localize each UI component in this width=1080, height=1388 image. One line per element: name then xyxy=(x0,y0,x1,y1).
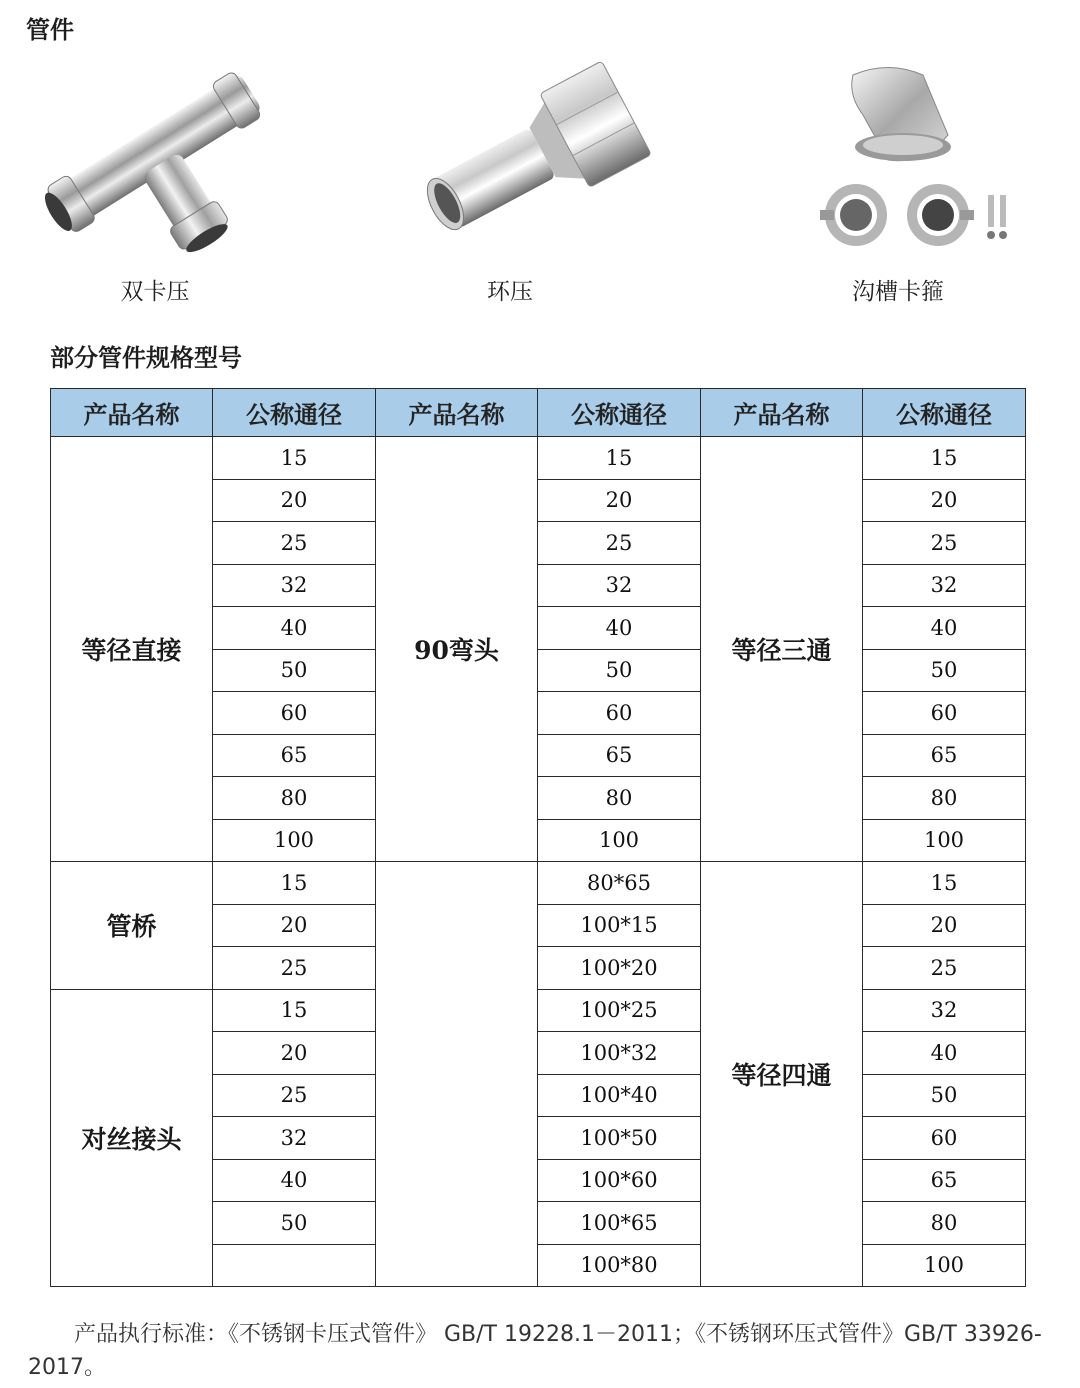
product-label: 双卡压 xyxy=(120,279,190,305)
nominal-diameter-cell: 65 xyxy=(863,1159,1026,1202)
nominal-diameter-cell: 20 xyxy=(213,1032,376,1075)
nominal-diameter-cell: 32 xyxy=(863,989,1026,1032)
section-title: 管件 xyxy=(26,16,74,44)
table-row xyxy=(51,989,1026,1032)
nominal-diameter-cell: 100 xyxy=(863,819,1026,862)
nominal-diameter-cell: 80*65 xyxy=(538,862,701,905)
nominal-diameter-cell: 50 xyxy=(863,649,1026,692)
header-cell: 产品名称 xyxy=(701,389,863,437)
nominal-diameter-cell: 100*32 xyxy=(538,1032,701,1075)
nominal-diameter-cell: 100*65 xyxy=(538,1202,701,1245)
nominal-diameter-cell: 50 xyxy=(213,649,376,692)
nominal-diameter-cell: 65 xyxy=(213,734,376,777)
header-cell: 产品名称 xyxy=(376,389,538,437)
nominal-diameter-cell: 40 xyxy=(538,607,701,650)
product-name-cell: 等径四通 xyxy=(701,862,863,1287)
table-row xyxy=(51,437,1026,480)
nominal-diameter-cell: 100*40 xyxy=(538,1074,701,1117)
product-name-cell: 管桥 xyxy=(51,862,213,990)
nominal-diameter-cell: 20 xyxy=(863,479,1026,522)
standard-note: 产品执行标准：《不锈钢卡压式管件》 GB/T 19228.1－2011；《不锈钢环压式管件》GB/T 33926-2017。 xyxy=(28,1322,1042,1380)
header-cell: 公称通径 xyxy=(538,389,701,437)
product-label: 沟槽卡箍 xyxy=(852,279,944,305)
table-row xyxy=(51,862,1026,905)
nominal-diameter-cell: 15 xyxy=(538,437,701,480)
nominal-diameter-cell: 40 xyxy=(863,607,1026,650)
nominal-diameter-cell: 40 xyxy=(213,1159,376,1202)
nominal-diameter-cell: 32 xyxy=(213,1117,376,1160)
nominal-diameter-cell: 15 xyxy=(863,437,1026,480)
nominal-diameter-cell: 60 xyxy=(863,1117,1026,1160)
nominal-diameter-cell: 100*80 xyxy=(538,1244,701,1287)
nominal-diameter-cell: 50 xyxy=(538,649,701,692)
header-cell: 产品名称 xyxy=(51,389,213,437)
product-card-1 xyxy=(5,55,305,305)
nominal-diameter-cell: 100*50 xyxy=(538,1117,701,1160)
press-tee-icon xyxy=(5,55,305,255)
nominal-diameter-cell: 80 xyxy=(213,777,376,820)
nominal-diameter-cell: 100 xyxy=(538,819,701,862)
nominal-diameter-cell xyxy=(213,1244,376,1287)
nominal-diameter-cell: 50 xyxy=(863,1074,1026,1117)
nominal-diameter-cell: 15 xyxy=(863,862,1026,905)
nominal-diameter-cell: 20 xyxy=(213,904,376,947)
nominal-diameter-cell: 65 xyxy=(538,734,701,777)
nominal-diameter-cell: 100 xyxy=(863,1244,1026,1287)
nominal-diameter-cell: 100*25 xyxy=(538,989,701,1032)
spec-table-body xyxy=(51,437,1026,1287)
product-label: 环压 xyxy=(487,279,533,305)
nominal-diameter-cell: 25 xyxy=(863,522,1026,565)
nominal-diameter-cell: 32 xyxy=(213,564,376,607)
nominal-diameter-cell: 100*20 xyxy=(538,947,701,990)
nominal-diameter-cell: 32 xyxy=(538,564,701,607)
product-name-cell xyxy=(376,862,538,1287)
product-gallery xyxy=(0,55,1080,310)
nominal-diameter-cell: 15 xyxy=(213,989,376,1032)
nominal-diameter-cell: 20 xyxy=(538,479,701,522)
nominal-diameter-cell: 25 xyxy=(213,522,376,565)
nominal-diameter-cell: 15 xyxy=(213,862,376,905)
header-cell: 公称通径 xyxy=(213,389,376,437)
nominal-diameter-cell: 100 xyxy=(213,819,376,862)
nominal-diameter-cell: 60 xyxy=(863,692,1026,735)
nominal-diameter-cell: 40 xyxy=(213,607,376,650)
nominal-diameter-cell: 20 xyxy=(213,479,376,522)
nominal-diameter-cell: 60 xyxy=(538,692,701,735)
product-card-2 xyxy=(360,55,660,305)
nominal-diameter-cell: 50 xyxy=(213,1202,376,1245)
nominal-diameter-cell: 80 xyxy=(863,1202,1026,1245)
nominal-diameter-cell: 65 xyxy=(863,734,1026,777)
product-name-cell: 对丝接头 xyxy=(51,989,213,1287)
header-cell: 公称通径 xyxy=(863,389,1026,437)
nominal-diameter-cell: 32 xyxy=(863,564,1026,607)
nominal-diameter-cell: 25 xyxy=(213,947,376,990)
nominal-diameter-cell: 60 xyxy=(213,692,376,735)
product-card-3 xyxy=(748,55,1048,305)
product-name-cell: 90弯头 xyxy=(376,437,538,862)
spec-table xyxy=(50,388,1026,1287)
product-name-cell: 等径三通 xyxy=(701,437,863,862)
spec-table-title: 部分管件规格型号 xyxy=(50,344,242,372)
product-name-cell: 等径直接 xyxy=(51,437,213,862)
nominal-diameter-cell: 40 xyxy=(863,1032,1026,1075)
nominal-diameter-cell: 25 xyxy=(538,522,701,565)
nominal-diameter-cell: 25 xyxy=(863,947,1026,990)
ring-press-adapter-icon xyxy=(360,55,660,255)
groove-clamp-icon xyxy=(748,55,1048,255)
nominal-diameter-cell: 25 xyxy=(213,1074,376,1117)
nominal-diameter-cell: 100*15 xyxy=(538,904,701,947)
nominal-diameter-cell: 100*60 xyxy=(538,1159,701,1202)
nominal-diameter-cell: 80 xyxy=(538,777,701,820)
nominal-diameter-cell: 15 xyxy=(213,437,376,480)
table-header-row xyxy=(51,389,1026,437)
nominal-diameter-cell: 80 xyxy=(863,777,1026,820)
nominal-diameter-cell: 20 xyxy=(863,904,1026,947)
